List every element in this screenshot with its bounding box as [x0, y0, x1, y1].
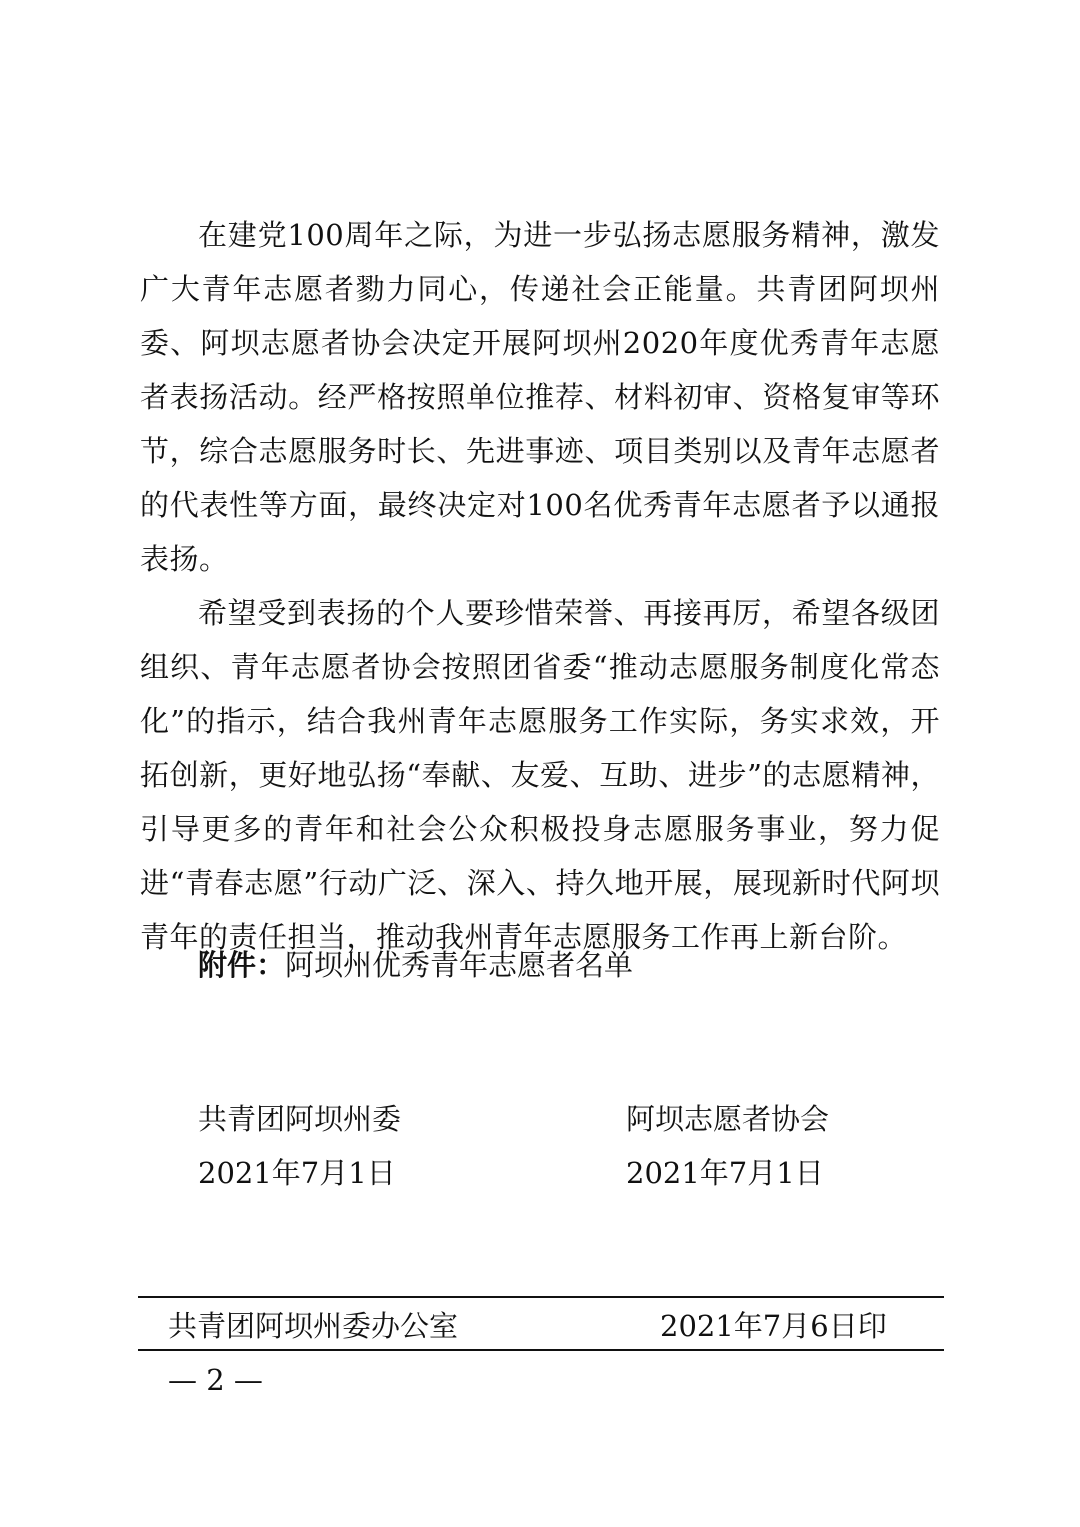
body-paragraph-2: 希望受到表扬的个人要珍惜荣誉、再接再厉，希望各级团组织、青年志愿者协会按照团省委“推动志愿服务制度化常态化”的指示，结合我州青年志愿服务工作实际，务实求效，开拓创新，更好地弘扬“奉献、友爱、互助、进步”的志愿精神，引导更多的青年和社会公众积极投身志愿服务事业，努力促进“青春志愿”行动广泛、深入、持久地开展，展现新时代阿坝青年的责任担当，推动我州青年志愿服务工作再上新台阶。 [140, 596, 940, 954]
attachment-line [198, 938, 633, 992]
attachment-title: 阿坝州优秀青年志愿者名单 [285, 948, 634, 982]
page-number: — 2 — [168, 1363, 263, 1397]
imprint-top-rule [138, 1296, 944, 1298]
signer-left-org: 共青团阿坝州委 [198, 1102, 402, 1136]
document-body [140, 208, 940, 964]
imprint-bottom-rule [138, 1349, 944, 1351]
signer-left [198, 1092, 401, 1200]
imprint-date: 2021年7月6日印 [660, 1309, 887, 1343]
attachment-label: 附件： [198, 948, 286, 982]
signer-left-date: 2021年7月1日 [198, 1156, 396, 1190]
signer-right-date: 2021年7月1日 [626, 1156, 824, 1190]
imprint-office: 共青团阿坝州委办公室 [168, 1309, 459, 1343]
signer-right [626, 1092, 829, 1200]
body-paragraph-1: 在建党100周年之际，为进一步弘扬志愿服务精神，激发广大青年志愿者勠力同心，传递社会正能量。共青团阿坝州委、阿坝志愿者协会决定开展阿坝州2020年度优秀青年志愿者表扬活动。经严格按照单位推荐、材料初审、资格复审等环节，综合志愿服务时长、先进事迹、项目类别以及青年志愿者的代表性等方面，最终决定对100名优秀青年志愿者予以通报表扬。 [140, 218, 940, 576]
signer-right-org: 阿坝志愿者协会 [626, 1102, 830, 1136]
